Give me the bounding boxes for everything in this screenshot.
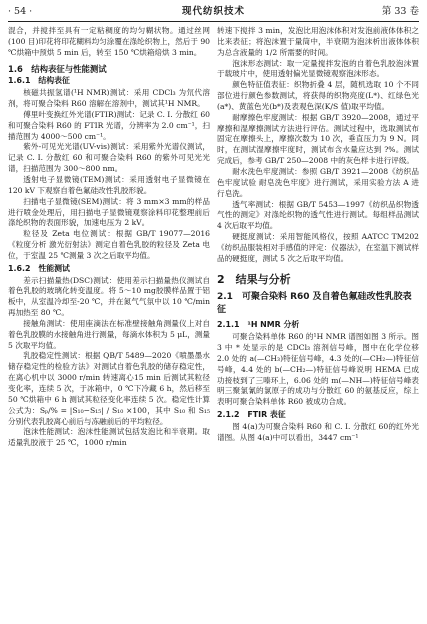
page-number: · 54 · bbox=[8, 6, 33, 17]
left-column bbox=[8, 26, 210, 449]
paragraph: 透射电子显微镜(TEM)测试：采用透射电子显微镜在 120 kV 下观察自着色氟硅改性乳胶形貌。 bbox=[8, 174, 210, 195]
paragraph: 硬挺度测试：采用智能风格仪，按照 AATCC TM202《纺织品服装相对手感值的评定：仪器法》，在室温下测试样品的硬挺度，测试 5 次之后取平均值。 bbox=[217, 232, 419, 263]
paragraph: 混合，并搅拌至具有一定粘稠度的均匀糊状物。通过丝网(100 目)印花将印花糊料均匀涂覆在涤纶织物上，然后于 90 ℃烘箱中预烘 5 min 后，转至 150 ℃烘箱焙烘 3 min。 bbox=[8, 26, 210, 57]
subsubsection-heading: 1.6.2 性能测试 bbox=[8, 263, 70, 273]
header-rule bbox=[8, 21, 419, 22]
paragraph: 核磁共振氢谱(¹H NMR)测试：采用 CDCl₃ 为氘代溶剂，将可聚合染料 R60 溶解在溶剂中，测试其¹H NMR。 bbox=[8, 88, 210, 109]
paragraph: 耐摩擦色牢度测试：根据 GB/T 3920—2008，通过平摩擦和湿摩擦测试方法进行评估。测试过程中，选取测试布固定在摩擦头上，摩擦次数为 10 次，垂直压力为 9 N。同时，在测试湿摩擦牢度时，测试布含水量应达到 ?%。测试完成后，参考 GB/T 250—2008 中的灰色样卡进行评级。 bbox=[217, 112, 419, 166]
subsection-heading: 2.1 可聚合染料 R60 及自着色氟硅改性乳胶表征 bbox=[217, 292, 412, 315]
paragraph: 图 4(a)为可聚合染料 R60 和 C. I. 分散红 60的红外光谱图。从图 4(a)中可以看出，3447 cm⁻¹ bbox=[217, 422, 419, 442]
right-column bbox=[217, 26, 419, 444]
page-header bbox=[8, 4, 419, 20]
paragraph: 乳胶稳定性测试：根据 QB/T 5489—2020《喷墨墨水储存稳定性的检验方法》对测试自着色乳胶的储存稳定性，在离心机中以 3000 r/min 转速离心15 min 后测试其粒径变化率，连续 5 次，于冰箱中，0 ℃下冷藏 6 h，然后移至 50 ℃烘箱中 6 h 测试其粒径变化率连续 5 次。稳定性计算公式为：Sₚ/% = |S₁₀−S₁₅| / S₁₀ ×100，其中 S₁₀ 和 S₁₅ 分别代表乳胶离心前后与冻融前后的平均粒径。 bbox=[8, 351, 210, 426]
subsubsection-heading: 2.1.1 ¹H NMR 分析 bbox=[217, 320, 300, 330]
paragraph: 差示扫描量热(DSC)测试：使用差示扫描量热仪测试自着色乳胶的玻璃化转变温度。将 5～10 mg胶膜样品置于铝板中，从室温冷却至-20 ℃，并在氮气气氛中以 10 ℃/min 再加热至 80 ℃。 bbox=[8, 275, 210, 318]
section-heading: 2 结果与分析 bbox=[217, 272, 291, 286]
journal-title: 现代纺织技术 bbox=[181, 6, 245, 17]
paragraph: 紫外-可见光光谱(UV-vis)测试：采用紫外光谱仪测试，记录 C. I. 分散红 60 和可聚合染料 R60 的紫外可见光光谱，扫描范围为 300～800 nm。 bbox=[8, 142, 210, 174]
paragraph: 泡沫性能测试：泡沫性能测试包括发泡比和半衰期。取适量乳胶液于 25 ℃，1000 r/min bbox=[8, 427, 210, 448]
paragraph: 粒径及 Zeta 电位测试：根据 GB/T 19077—2016《粒度分析 激光衍射法》测定自着色乳胶的粒径及 Zeta 电位，于室温 25 ℃测量 3 次之后取平均值。 bbox=[8, 229, 210, 260]
subsubsection-heading: 2.1.2 FTIR 表征 bbox=[217, 410, 286, 420]
paragraph: 颜色特征值表征：织物折叠 4 层，随机选取 10 个不同部位进行颜色参数测试，将获得的织物亮度(L*)、红绿色光(a*)、黄蓝色光(b*)及表观色深(K/S 值)取平均值。 bbox=[217, 80, 419, 111]
paragraph: 透气率测试：根据 GB/T 5453—1997《纺织品织物透气性的测定》对涤纶织物的透气性进行测试。每组样品测试 4 次后取平均值。 bbox=[217, 199, 419, 231]
volume-label: 第 33 卷 bbox=[381, 6, 419, 17]
subsection-heading: 1.6 结构表征与性能测试 bbox=[8, 63, 107, 74]
paragraph: 接触角测试：使用座滴法在标准壁接触角测量仪上对自着色乳胶膜的水接触角进行测量，每滴水体积为 5 μL，测量 5 次取平均值。 bbox=[8, 318, 210, 350]
paragraph: 泡沫形态测试：取一定量搅拌发泡的自着色乳胶泡沫置于载玻片中，使用透射偏光显微镜观察泡沫形态。 bbox=[217, 58, 419, 79]
paragraph: 可聚合染料单体 R60 的¹H NMR 谱图如图 3 所示。图 3 中 * 处显示的是 CDCl₃ 溶剂信号峰，图中在化学位移 2.0 处的 a(—CH₃)特征信号峰，4.3 处的(—CH₂—)特征信号峰，4.4 处的 b(—CH₂—)特征信号峰说明 HEMA 已成功接枝到了三嗪环上，6.06 处的 m(—NH—)特征信号峰表明三聚氯氰的氯原子的成功与分散红 60 的氨基反应，综上表明可聚合染料单体 R60 被成功合成。 bbox=[217, 332, 419, 407]
paragraph: 扫描电子显微镜(SEM)测试：将 3 mm×3 mm的样品进行喷金处理后，用扫描电子显微镜观察涂料印花整理前后涤纶织物的表面形貌，加速电压为 2 kV。 bbox=[8, 196, 210, 228]
paragraph: 傅里叶变换红外光谱(FTIR)测试：记录 C. I. 分散红 60 和可聚合染料 R60 的 FTIR 光谱，分辨率为 2.0 cm⁻¹，扫描范围为 4000～500 cm⁻¹。 bbox=[8, 109, 210, 141]
paragraph: 转速下搅拌 3 min，发泡比用泡沫体积对发泡前液体体积之比来表征；将泡沫置于量筒中，半衰期为泡沫析出液体体积为总含液量的 1/2 所需要的时间。 bbox=[217, 26, 419, 57]
subsubsection-heading: 1.6.1 结构表征 bbox=[8, 76, 70, 86]
paragraph: 耐水洗色牢度测试：参照 GB/T 3921—2008《纺织品 色牢度试验 耐皂洗色牢度》进行测试，采用实验方法 A 进行皂洗。 bbox=[217, 166, 419, 198]
